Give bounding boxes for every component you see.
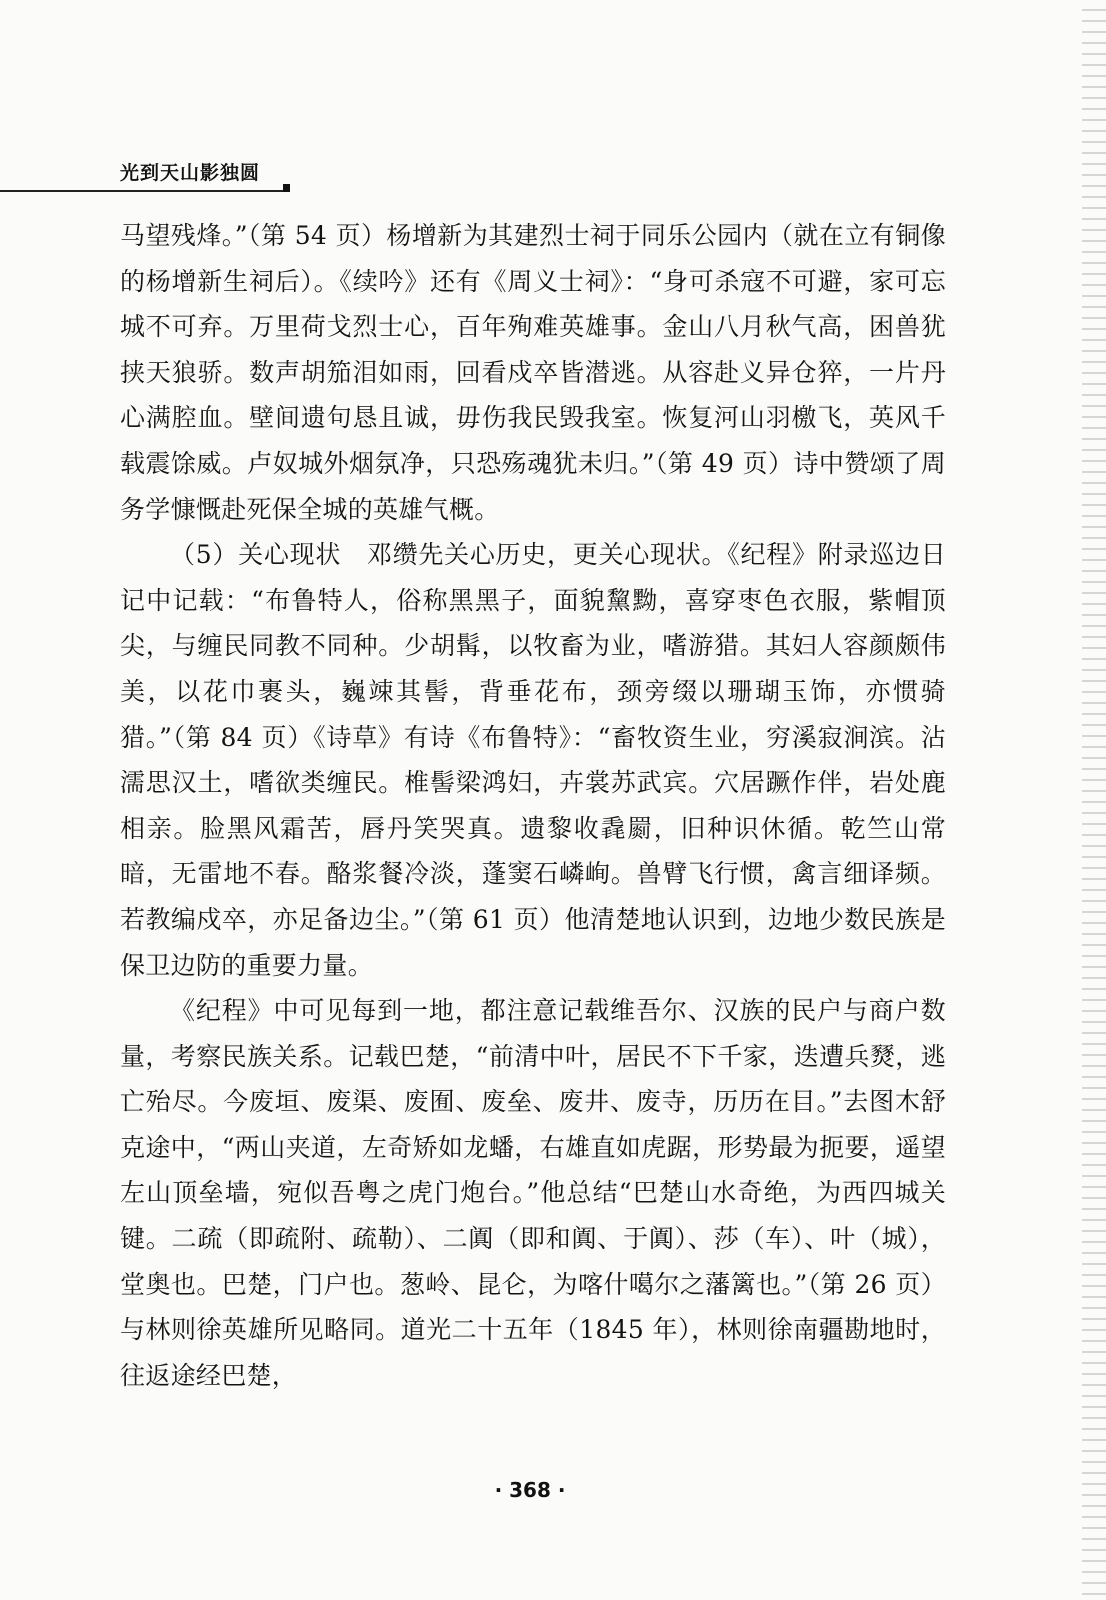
paragraph: 马望残烽。”（第 54 页）杨增新为其建烈士祠于同乐公园内（就在立有铜像的杨增新生祠后）。《续吟》还有《周义士祠》：“身可杀寇不可避，家可忘城不可弃。万里荷戈烈士心，百年殉难英雄事。金山八月秋气高，困兽犹挟天狼骄。数声胡笳泪如雨，回看戍卒皆潜逃。从容赴义异仓猝，一片丹心满腔血。壁间遗句恳且诚，毋伤我民毁我室。恢复河山羽檄飞，英风千载震馀威。卢奴城外烟氛净，只恐殇魂犹未归。”（第 49 页）诗中赞颂了周务学慷慨赴死保全城的英雄气概。: [120, 221, 946, 524]
paragraph: （5）关心现状 邓缵先关心历史，更关心现状。《纪程》附录巡边日记中记载：“布鲁特人，俗称黑黑子，面貌黧黝，喜穿枣色衣服，紫帽顶尖，与缠民同教不同种。少胡髯，以牧畜为业，嗜游猎。其妇人容颜颇伟美，以花巾裹头，巍竦其髻，背垂花布，颈旁缀以珊瑚玉饰，亦惯骑猎。”（第 84 页）《诗草》有诗《布鲁特》：“畜牧资生业，穷溪寂涧滨。沾濡思汉土，嗜欲类缠民。椎髻梁鸿妇，卉裳苏武宾。穴居蹶作伴，岩处鹿相亲。脸黑风霜苦，唇丹笑哭真。遗黎收毳罽，旧种识休循。乾竺山常暗，无雷地不春。酪浆餐冷淡，蓬窦石嶙峋。兽臂飞行惯，禽言细译频。若教编戍卒，亦足备边尘。”（第 61 页）他清楚地认识到，边地少数民族是保卫边防的重要力量。: [120, 540, 946, 980]
page-number: · 368 ·: [494, 1478, 566, 1502]
body-text: [120, 213, 946, 1398]
running-header: [0, 160, 300, 196]
header-square-mark: [283, 184, 290, 192]
running-header-title: 光到天山影独圆: [120, 162, 261, 184]
scan-edge: [1082, 0, 1106, 1600]
paragraph: 《纪程》中可见每到一地，都注意记载维吾尔、汉族的民户与商户数量，考察民族关系。记载巴楚，“前清中叶，居民不下千家，迭遭兵燹，逃亡殆尽。今废垣、废渠、废囿、废垒、废井、废寺，历历在目。”去图木舒克途中，“两山夹道，左奇矫如龙蟠，右雄直如虎踞，形势最为扼要，遥望左山顶垒墙，宛似吾粤之虎门炮台。”他总结“巴楚山水奇绝，为西四城关键。二疏（即疏附、疏勒）、二阗（即和阗、于阗）、莎（车）、叶（城），堂奥也。巴楚，门户也。葱岭、昆仑，为喀什噶尔之藩篱也。”（第 26 页）与林则徐英雄所见略同。道光二十五年（1845 年），林则徐南疆勘地时，往返途经巴楚，: [120, 996, 946, 1390]
header-rule: [0, 190, 286, 192]
